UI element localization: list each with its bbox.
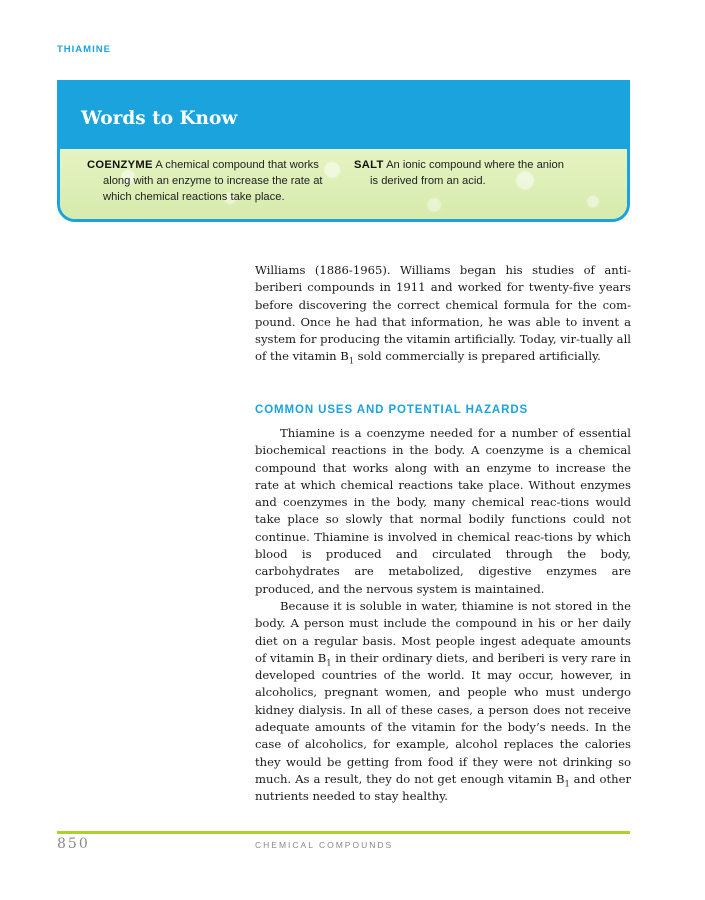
paragraph-williams (255, 262, 631, 366)
paragraph-coenzyme: Thiamine is a coenzyme needed for a number of essential biochemical reactions in the body. A coenzyme is a chemical compound that works along with an enzyme to increase the rate at which chemical reactions take place. Without enzymes and coenzymes in the body, many chemical reac-tions would take place so slowly that normal bodily functions could not continue. Thiamine is involved in chemical reac-tions by which blood is produced and circulated through the body, carbohydrates are metabolized, digestive enzymes are produced, and the nervous system is maintained. (255, 426, 631, 596)
words-to-know-header (60, 83, 627, 149)
words-to-know-box (57, 80, 630, 222)
definition-term: SALT (354, 159, 384, 171)
paragraph-text: Because it is soluble in water, thiamine is not stored in the body. A person must include the compound in his or her daily diet on a regular basis. Most people ingest adequate amounts of vitamin B (255, 599, 631, 665)
paragraph-text: and other nutrients needed to stay healthy. (255, 771, 632, 804)
definition-salt (354, 157, 604, 189)
footer-book-title: CHEMICAL COMPOUNDS (255, 840, 394, 850)
definition-continuation: along with an enzyme to increase the rate at which chemical reactions take place. (103, 175, 323, 203)
subscript: 1 (564, 779, 570, 789)
footer-rule (57, 831, 630, 834)
definition-continuation: is derived from an acid. (370, 175, 486, 187)
definition-first-line: An ionic compound where the anion (386, 159, 564, 171)
paragraph-text: sold commercially is prepared artificially. (353, 349, 601, 364)
subscript: 1 (348, 356, 354, 366)
words-to-know-body (60, 149, 627, 219)
running-head: THIAMINE (57, 44, 111, 55)
definition-coenzyme (87, 157, 342, 205)
definition-first-line: A chemical compound that works (155, 159, 319, 171)
section-heading: COMMON USES AND POTENTIAL HAZARDS (255, 404, 529, 416)
subscript: 1 (326, 658, 332, 668)
paragraph-text: Williams (1886-1965). Williams began his studies of anti-beriberi compounds in 1911 and worked for twenty-five years before discovering the correct chemical formula for the com-pound. Once he had that information, he was able to invent a system for producing the vitamin artificially. Today, vir-tually all of the vitamin B (255, 263, 631, 364)
paragraph-solubility (255, 598, 631, 806)
definition-term: COENZYME (87, 159, 153, 171)
paragraph-text: in their ordinary diets, and beriberi is very rare in developed countries of the world. It may occur, however, in alcoholics, pregnant women, and people who must undergo kidney dialysis. In all of these cases, a person does not receive adequate amounts of the vitamin for the body’s needs. In the case of alcoholics, for example, alcohol replaces the calories they would be getting from food if they were not drinking so much. As a result, they do not get enough vitamin B (255, 650, 631, 786)
words-to-know-title: Words to Know (81, 108, 238, 129)
page-number: 850 (57, 836, 90, 852)
